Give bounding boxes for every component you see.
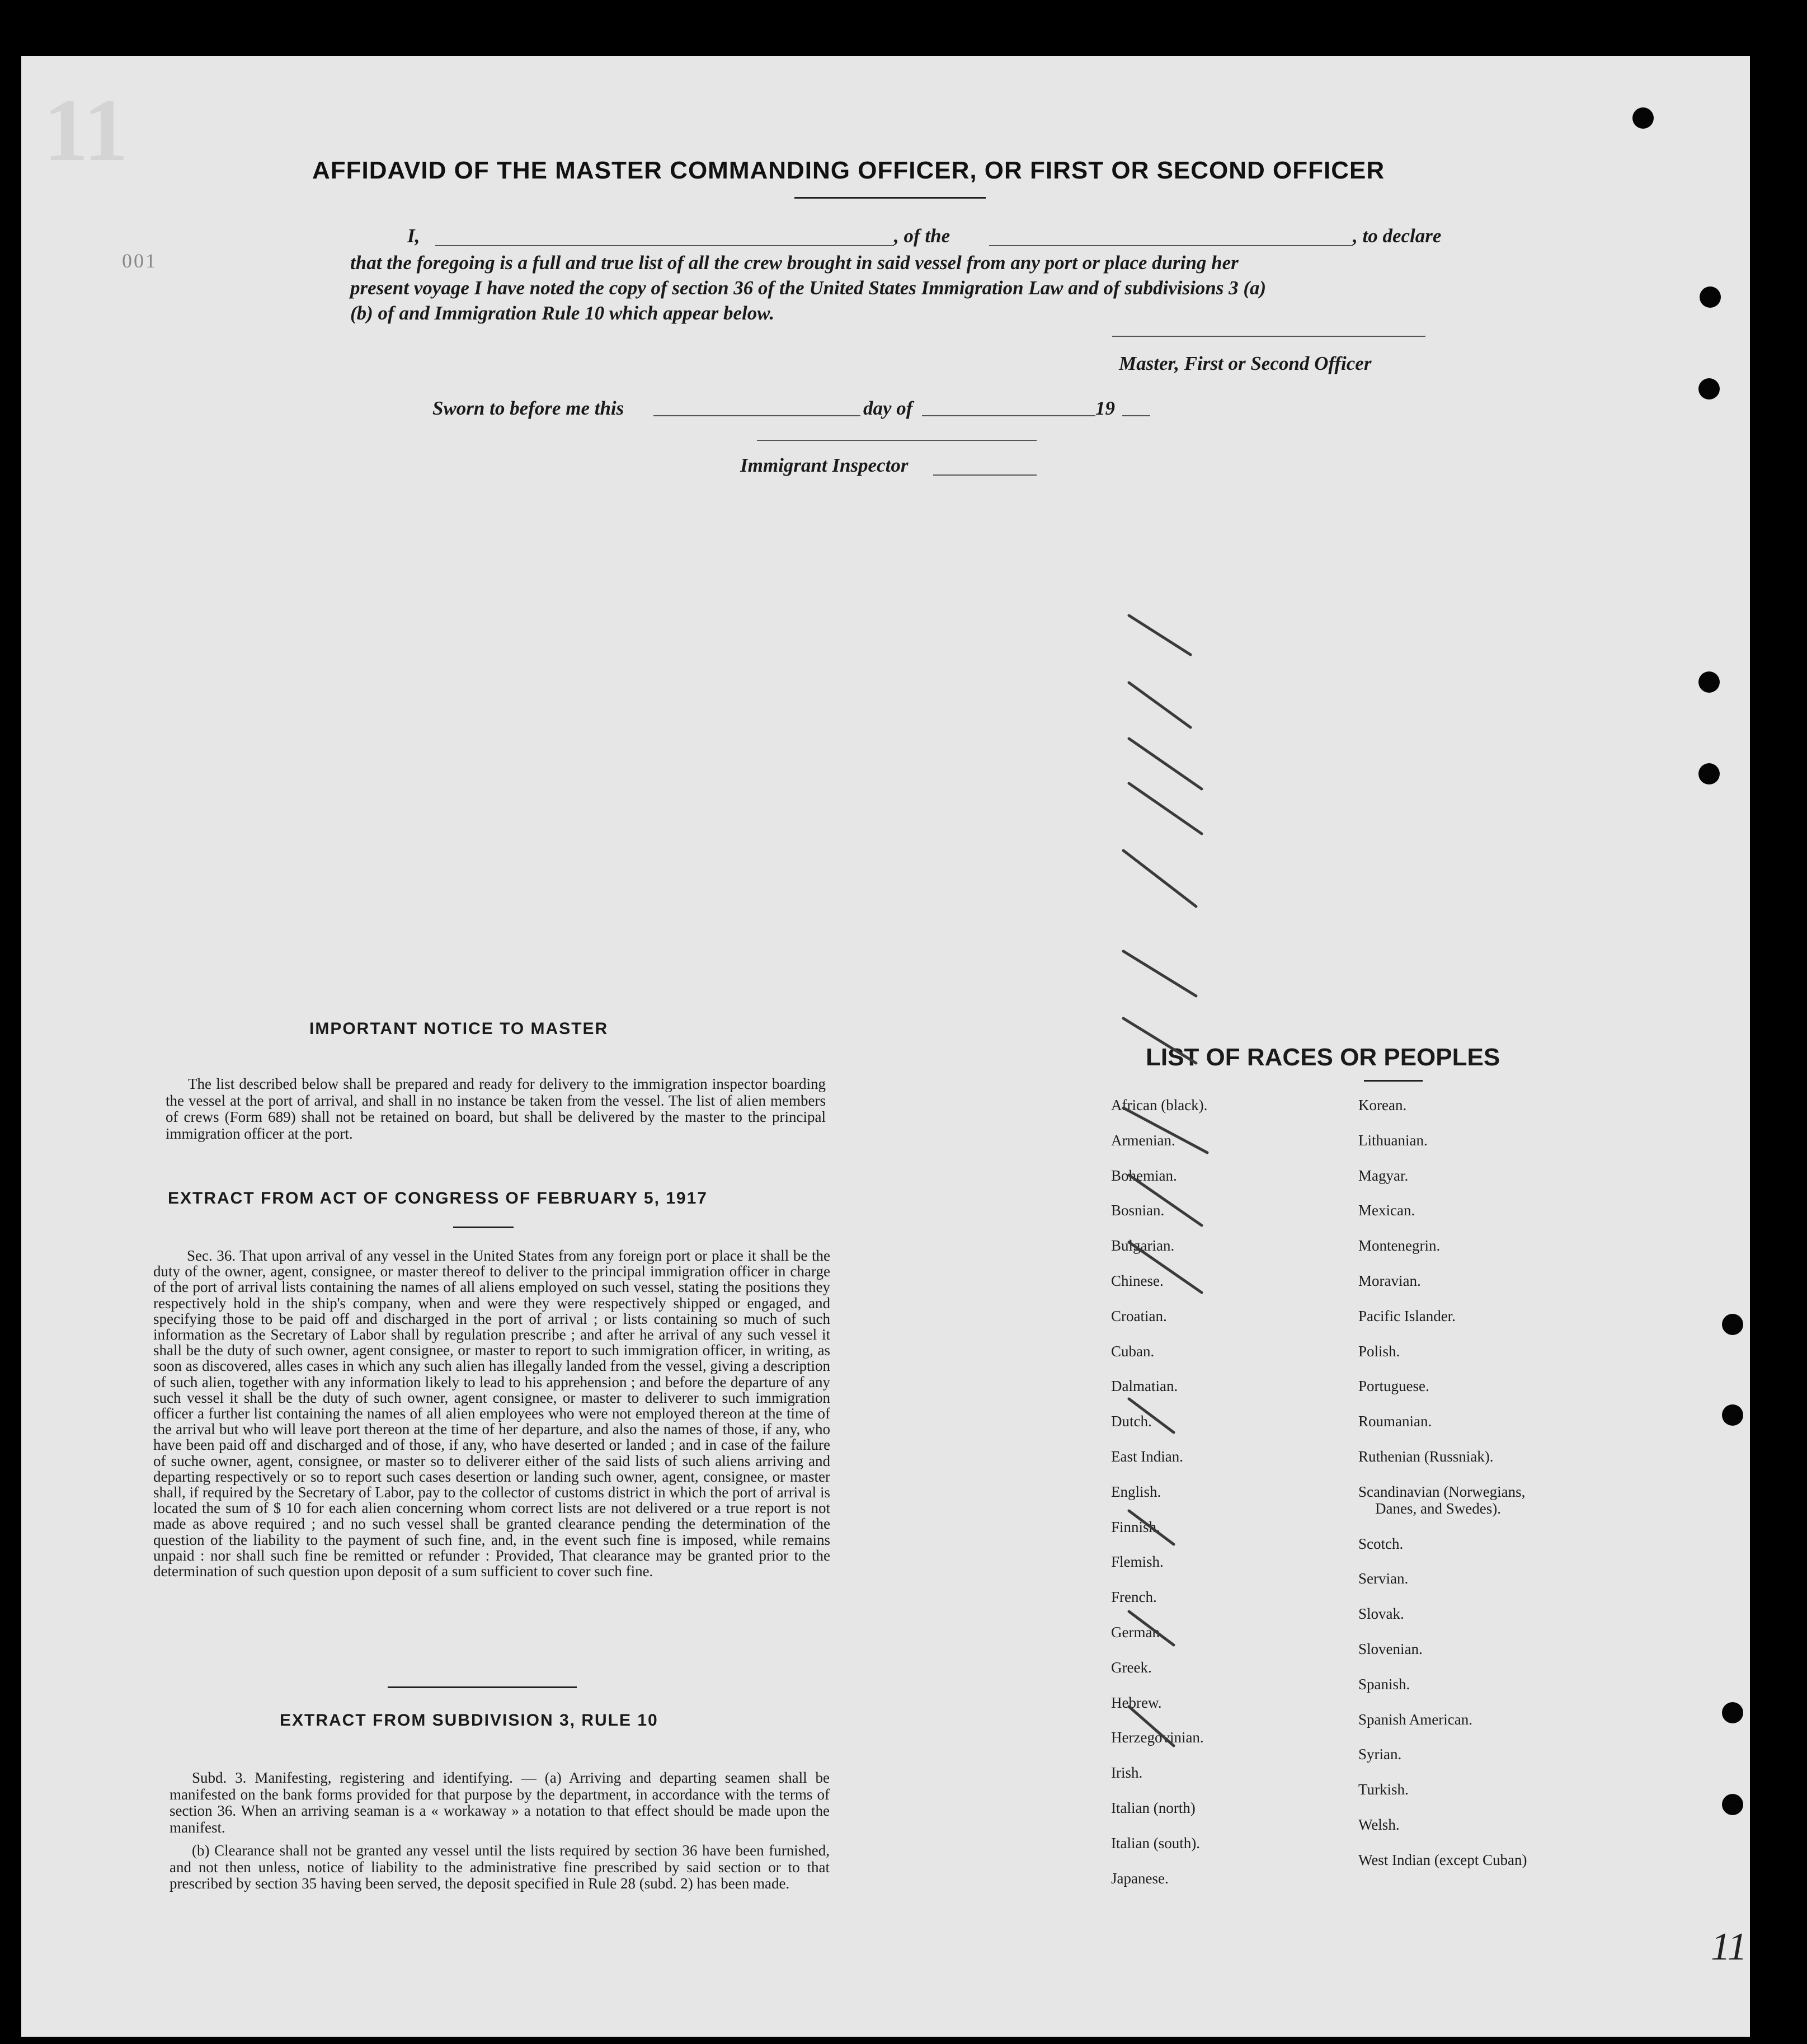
inspector-label: Immigrant Inspector bbox=[740, 454, 909, 476]
race-item: Japanese. bbox=[1111, 1869, 1169, 1887]
race-item: Syrian. bbox=[1358, 1746, 1402, 1763]
race-item: Turkish. bbox=[1358, 1781, 1409, 1798]
race-item: Greek. bbox=[1111, 1658, 1152, 1676]
sworn-month-blank bbox=[922, 415, 1095, 416]
race-item: Lithuanian. bbox=[1358, 1131, 1428, 1149]
rule-extract-divider bbox=[388, 1686, 577, 1688]
race-item: Magyar. bbox=[1358, 1167, 1409, 1184]
race-item: Armenian. bbox=[1111, 1131, 1175, 1149]
punch-hole bbox=[1722, 1794, 1743, 1815]
bleed-through-mark: 11 bbox=[44, 80, 129, 180]
corner-mark: 11 bbox=[1711, 1925, 1747, 1968]
rule-extract-para-2: (b) Clearance shall not be granted any vessel until the lists required by section 36 have been furnished, and not then unless, notice of liability to the administrative fine prescribed by said section or to that prescribed by section 35 having been served, the deposit specified in Rule 28 (subd. 2) has been made. bbox=[170, 1842, 830, 1892]
race-item: Hebrew. bbox=[1111, 1694, 1162, 1711]
race-item: Dalmatian. bbox=[1111, 1378, 1178, 1395]
race-item: French. bbox=[1111, 1589, 1157, 1606]
race-item: Servian. bbox=[1358, 1570, 1409, 1587]
race-item: Roumanian. bbox=[1358, 1413, 1432, 1430]
punch-hole bbox=[1698, 378, 1720, 400]
race-item: Pacific Islander. bbox=[1358, 1307, 1456, 1324]
race-item: Spanish American. bbox=[1358, 1711, 1472, 1728]
race-item: Danes, and Swedes). bbox=[1375, 1500, 1501, 1517]
title-divider bbox=[794, 197, 986, 199]
race-item: Herzegovinian. bbox=[1111, 1729, 1204, 1746]
act-extract-title: EXTRACT FROM ACT OF CONGRESS OF FEBRUARY 5, 1917 bbox=[168, 1189, 708, 1207]
day-of-label: day of bbox=[863, 397, 913, 419]
of-the-label: , of the bbox=[894, 225, 950, 247]
signature-label: Master, First or Second Officer bbox=[1119, 353, 1372, 374]
races-title: LIST OF RACES OR PEOPLES bbox=[1146, 1044, 1500, 1071]
race-item: East Indian. bbox=[1111, 1448, 1183, 1465]
year-label: 19 bbox=[1095, 397, 1115, 419]
punch-hole bbox=[1722, 1314, 1743, 1335]
race-item: Korean. bbox=[1358, 1097, 1407, 1113]
races-right-column bbox=[1358, 1097, 1527, 1887]
act-extract-divider bbox=[453, 1227, 514, 1228]
affidavit-line-3: present voyage I have noted the copy of section 36 of the United States Immigration Law and of subdivisions 3 (a) bbox=[350, 277, 1267, 299]
races-title-divider bbox=[1364, 1080, 1423, 1082]
inspector-blank bbox=[933, 474, 1037, 476]
rule-extract-title: EXTRACT FROM SUBDIVISION 3, RULE 10 bbox=[280, 1711, 658, 1730]
race-item: Bulgarian. bbox=[1111, 1237, 1175, 1254]
race-item: Slovenian. bbox=[1358, 1640, 1423, 1657]
affidavit-line-1 bbox=[407, 225, 1453, 247]
document-sheet bbox=[21, 56, 1750, 2037]
notice-text: The list described below shall be prepared and ready for delivery to the immigration inspector boarding the vessel at the port of arrival, and shall in no instance be taken from the vessel. The list of alien members of crews (Form 689) shall not be retained on board, but shall be delivered by the master to the principal immigration officer at the port. bbox=[166, 1075, 826, 1142]
race-item: Portuguese. bbox=[1358, 1378, 1429, 1395]
page-number: 001 bbox=[122, 250, 157, 272]
race-item: West Indian (except Cuban) bbox=[1358, 1851, 1527, 1868]
handwritten-marks bbox=[1107, 448, 1252, 1958]
race-item: Chinese. bbox=[1111, 1272, 1164, 1289]
sworn-label: Sworn to before me this bbox=[432, 397, 624, 419]
inspector-signature-line bbox=[757, 440, 1037, 441]
race-item: Bohemian. bbox=[1111, 1167, 1177, 1184]
affidavit-line-4: (b) of and Immigration Rule 10 which appear below. bbox=[350, 302, 775, 324]
punch-hole bbox=[1722, 1702, 1743, 1723]
race-item: English. bbox=[1111, 1483, 1161, 1500]
affidavit-line-2: that the foregoing is a full and true list of all the crew brought in said vessel from any port or place during her bbox=[350, 252, 1239, 274]
i-label: I, bbox=[407, 225, 420, 247]
name-blank bbox=[435, 245, 894, 246]
race-item: Mexican. bbox=[1358, 1202, 1415, 1219]
notice-title: IMPORTANT NOTICE TO MASTER bbox=[309, 1019, 609, 1038]
sworn-day-blank bbox=[653, 415, 860, 416]
race-item: African (black). bbox=[1111, 1097, 1208, 1113]
punch-hole bbox=[1698, 671, 1720, 693]
race-item: Irish. bbox=[1111, 1764, 1143, 1782]
race-item: Scotch. bbox=[1358, 1535, 1404, 1552]
race-item: Italian (south). bbox=[1111, 1834, 1200, 1852]
punch-hole bbox=[1632, 107, 1654, 129]
race-item: Ruthenian (Russniak). bbox=[1358, 1448, 1494, 1465]
race-item: Finnish. bbox=[1111, 1518, 1160, 1535]
sworn-year-blank bbox=[1122, 415, 1150, 416]
race-item: Flemish. bbox=[1111, 1553, 1164, 1571]
race-item: Polish. bbox=[1358, 1342, 1400, 1360]
race-item: Spanish. bbox=[1358, 1675, 1410, 1693]
to-declare-label: , to declare bbox=[1353, 225, 1442, 247]
act-extract-text: Sec. 36. That upon arrival of any vessel in the United States from any foreign port or place it shall be the duty of the owner, agent, consignee, or master thereof to deliver to the principal immigration officer in charge of the port of arrival lists containing the names of all aliens employed on such vessel, stating the positions they respectively hold in the ship's company, when and were they were respectively shipped or engaged, and specifying those to be paid off and discharged in the port of arrival ; or lists containing so much of such information as the Secretary of Labor shall by regulation prescribe ; and after he arrival of any such vessel it shall be the duty of such owner, agent consignee, or master to report to such immigration officer, in writing, as soon as discovered, alles cases in which any such alien has illegally landed from the vessel, giving a description of such alien, together with any information likely to lead to his apprehension ; and before the departure of any such vessel it shall be the duty of such owner, agent consignee, or master to deliverer to such immigration officer a further list containing the names of all alien employees who were not employed thereon at the time of the arrival but who will leave port thereon at the time of her departure, and also the names of those, if any, who have been paid off and discharged and of those, if any, who have deserted or landed ; and in case of the failure of suche owner, agent, consignee, or master so to deliverer either of the said lists of such aliens arriving and departing respectively or so to report such cases desertion or landing such owner, agent, consignee, or master shall, if required by the Secretary of Labor, pay to the collector of customs district in which the port of arrival is located the sum of $ 10 for each alien concerning whom correct lists are not delivered or a true report is not made as above required ; and no such vessel shall be granted clearance pending the determination of the question of the liability to the payment of such fine, and, in the event such fine is imposed, while remains unpaid : nor shall such fine be remitted or refunder : Provided, That clearance may be granted prior to the determination of such question upon deposit of a sum sufficient to cover such fine. bbox=[153, 1247, 830, 1580]
punch-hole bbox=[1698, 763, 1720, 784]
vessel-blank bbox=[989, 245, 1353, 246]
race-item: Slovak. bbox=[1358, 1605, 1404, 1623]
affidavit-title: AFFIDAVID OF THE MASTER COMMANDING OFFICER, OR FIRST OR SECOND OFFICER bbox=[312, 157, 1385, 184]
signature-line bbox=[1112, 336, 1425, 337]
race-item: Moravian. bbox=[1358, 1272, 1421, 1289]
race-item: Croatian. bbox=[1111, 1307, 1167, 1324]
rule-extract-para-1: Subd. 3. Manifesting, registering and identifying. — (a) Arriving and departing seamen shall be manifested on the bank forms provided for that purpose by the department, in accordance with the terms of section 36. When an arriving seaman is a « workaway » a notation to that effect should be made upon the manifest. bbox=[170, 1769, 830, 1836]
punch-hole bbox=[1700, 286, 1721, 308]
race-item: Scandinavian (Norwegians, bbox=[1358, 1483, 1526, 1500]
race-item: Montenegrin. bbox=[1358, 1237, 1441, 1254]
race-item: Bosnian. bbox=[1111, 1202, 1165, 1219]
race-item: Dutch. bbox=[1111, 1413, 1152, 1430]
punch-hole bbox=[1722, 1404, 1743, 1426]
race-item: Cuban. bbox=[1111, 1342, 1155, 1360]
race-item: German. bbox=[1111, 1623, 1164, 1641]
race-item: Welsh. bbox=[1358, 1816, 1400, 1833]
race-item: Italian (north) bbox=[1111, 1799, 1196, 1816]
